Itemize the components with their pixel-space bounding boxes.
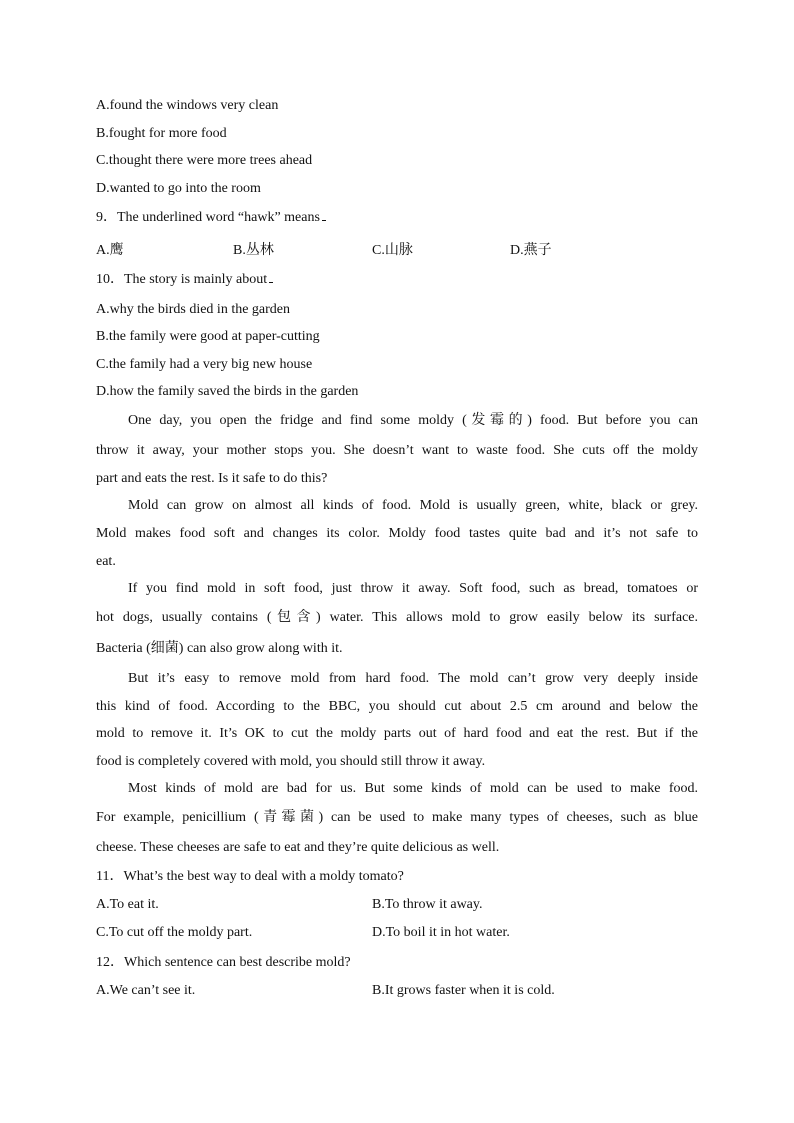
q10-option-b: B.the family were good at paper-cutting	[96, 329, 320, 344]
passage-p1-line2: throw it away, your mother stops you. She doesn’t want to waste food. She cuts off the moldy	[96, 443, 698, 458]
q12-option-a: A.We can’t see it.	[96, 983, 196, 998]
q12-option-b: B.It grows faster when it is cold.	[372, 983, 555, 998]
passage-p3-line1: If you find mold in soft food, just throw it away. Soft food, such as bread, tomatoes or	[128, 581, 698, 596]
passage-p4-line4: food is completely covered with mold, you should still throw it away.	[96, 754, 486, 769]
passage-p5-line2: For example, penicillium (青霉菌) can be used to make many types of cheeses, such as blue	[96, 810, 698, 825]
q10-stem: 10．The story is mainly about	[96, 272, 268, 287]
answer-blank	[322, 208, 326, 221]
q12-stem: 12．Which sentence can best describe mold?	[96, 955, 351, 970]
passage-p5-line3: cheese. These cheeses are safe to eat and they’re quite delicious as well.	[96, 840, 500, 855]
q9-stem: 9．The underlined word “hawk” means	[96, 210, 320, 225]
q9-option-c: C.山脉	[372, 243, 413, 258]
q11-option-b: B.To throw it away.	[372, 897, 483, 912]
q10-option-a: A.why the birds died in the garden	[96, 302, 291, 317]
q11-option-a: A.To eat it.	[96, 897, 159, 912]
passage-p1-line3: part and eats the rest. Is it safe to do this?	[96, 471, 328, 486]
q11-stem: 11．What’s the best way to deal with a moldy tomato?	[96, 869, 404, 884]
passage-p2-line1: Mold can grow on almost all kinds of food. Mold is usually green, white, black or grey.	[128, 498, 698, 513]
q8-option-d: D.wanted to go into the room	[96, 181, 261, 196]
passage-p4-line3: mold to remove it. It’s OK to cut the moldy parts out of hard food and eat the rest. But if the	[96, 726, 698, 741]
passage-p2-line3: eat.	[96, 554, 116, 569]
q10-stem-row	[96, 270, 698, 290]
q8-option-b: B.fought for more food	[96, 126, 227, 141]
passage-p1-line1: One day, you open the fridge and find some moldy (发霉的) food. But before you can	[128, 413, 698, 428]
q9-option-d: D.燕子	[510, 243, 552, 258]
answer-blank	[269, 270, 273, 283]
q10-option-d: D.how the family saved the birds in the garden	[96, 384, 359, 399]
passage-p3-line3: Bacteria (细菌) can also grow along with it.	[96, 641, 343, 656]
passage-p3-line2: hot dogs, usually contains (包含) water. This allows mold to grow easily below its surface.	[96, 610, 698, 625]
q9-stem-row	[96, 208, 698, 228]
passage-p4-line1: But it’s easy to remove mold from hard food. The mold can’t grow very deeply inside	[128, 671, 698, 686]
q11-option-c: C.To cut off the moldy part.	[96, 925, 253, 940]
passage-p5-line1: Most kinds of mold are bad for us. But some kinds of mold can be used to make food.	[128, 781, 698, 796]
passage-p4-line2: this kind of food. According to the BBC, you should cut about 2.5 cm around and below the	[96, 699, 698, 714]
q9-option-b: B.丛林	[233, 243, 274, 258]
passage-p2-line2: Mold makes food soft and changes its color. Moldy food tastes quite bad and it’s not safe to	[96, 526, 698, 541]
q8-option-a: A.found the windows very clean	[96, 98, 279, 113]
q11-option-d: D.To boil it in hot water.	[372, 925, 510, 940]
q9-option-a: A.鹰	[96, 243, 124, 258]
q10-option-c: C.the family had a very big new house	[96, 357, 313, 372]
q8-option-c: C.thought there were more trees ahead	[96, 153, 313, 168]
